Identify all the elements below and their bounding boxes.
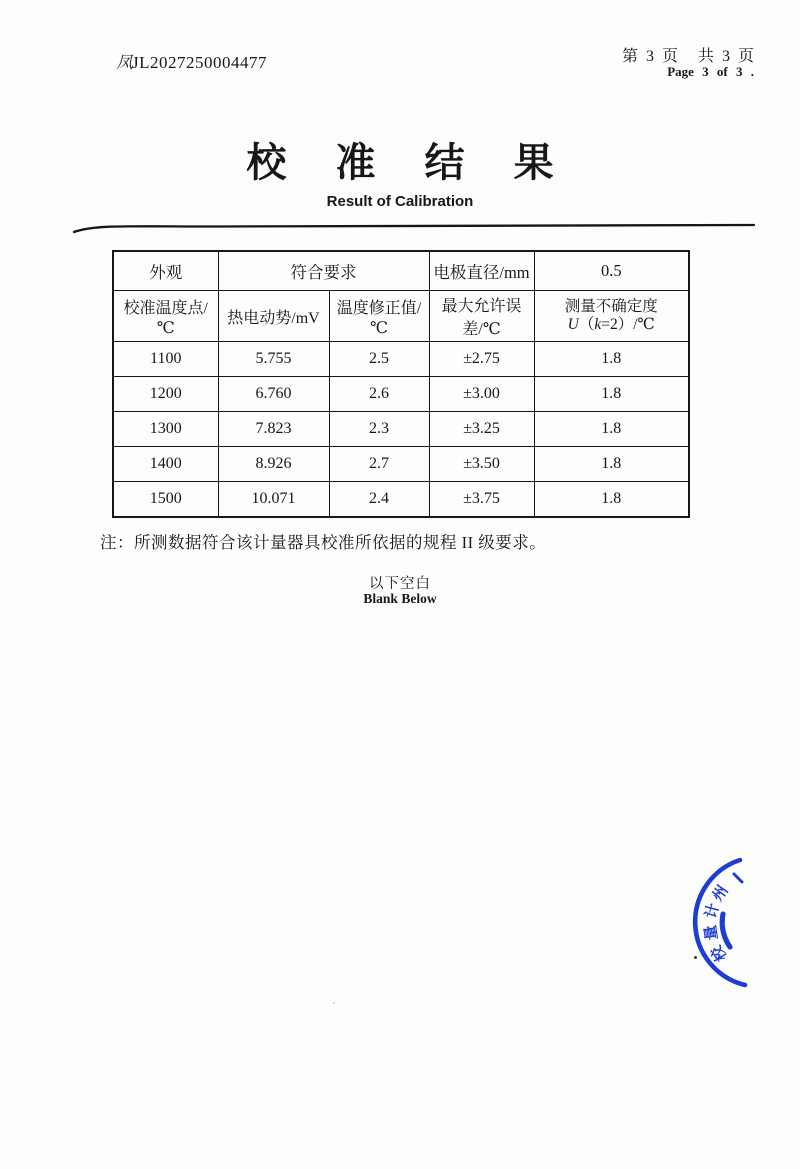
- electrode-diameter-label: 电极直径/mm: [429, 251, 534, 291]
- cell-uncertainty: 1.8: [534, 482, 689, 518]
- table-row: [113, 377, 689, 412]
- cell-temperature: 1200: [113, 377, 218, 412]
- title-divider-line: [70, 220, 760, 236]
- seal-char: 计: [702, 901, 723, 921]
- table-row: [113, 482, 689, 518]
- cell-max-error: ±2.75: [429, 342, 534, 377]
- cell-correction: 2.6: [329, 377, 429, 412]
- cell-correction: 2.5: [329, 342, 429, 377]
- col-header-uncertainty: 测量不确定度 U（k=2）/℃: [534, 291, 689, 342]
- page-title-en: Result of Calibration: [326, 193, 474, 210]
- scan-speck: [694, 956, 697, 959]
- cell-temperature: 1400: [113, 447, 218, 482]
- table-row: [113, 447, 689, 482]
- cell-emf: 7.823: [218, 412, 329, 447]
- cell-emf: 10.071: [218, 482, 329, 518]
- col-header-correction: 温度修正值/℃: [329, 291, 429, 342]
- cell-emf: 6.760: [218, 377, 329, 412]
- cell-emf: 5.755: [218, 342, 329, 377]
- official-seal-stamp: [690, 850, 800, 990]
- uncertainty-formula: U（k=2）/℃: [567, 316, 655, 333]
- col-header-temperature: 校准温度点/℃: [113, 291, 218, 342]
- seal-char: 量: [702, 924, 722, 942]
- appearance-value: 符合要求: [218, 251, 429, 291]
- table-row: [113, 412, 689, 447]
- cell-uncertainty: 1.8: [534, 377, 689, 412]
- page-title-cn: 校 准 结 果: [246, 141, 573, 185]
- table-header-row: [113, 291, 689, 342]
- cell-correction: 2.4: [329, 482, 429, 518]
- cell-correction: 2.7: [329, 447, 429, 482]
- certificate-number: [116, 48, 267, 73]
- cell-uncertainty: 1.8: [534, 412, 689, 447]
- cell-temperature: 1100: [113, 342, 218, 377]
- cell-uncertainty: 1.8: [534, 447, 689, 482]
- cell-correction: 2.3: [329, 412, 429, 447]
- certificate-number-value: JL2027250004477: [132, 53, 267, 72]
- seal-char: 州: [709, 882, 732, 905]
- cell-uncertainty: 1.8: [534, 342, 689, 377]
- col-header-emf: 热电动势/mV: [218, 291, 329, 342]
- note-text: 注：所测数据符合该计量器具校准所依据的规程 II 级要求。: [100, 533, 547, 552]
- cell-max-error: ±3.75: [429, 482, 534, 518]
- blank-below-cn: 以下空白: [369, 576, 431, 592]
- cell-max-error: ±3.25: [429, 412, 534, 447]
- seal-char: 校: [707, 942, 731, 965]
- page-indicator-en: Page 3 of 3 .: [667, 64, 754, 79]
- scan-speck: [333, 1002, 335, 1004]
- seal-inner-arc: [722, 914, 730, 947]
- cell-temperature: 1300: [113, 412, 218, 447]
- seal-partial-char-stroke: [734, 874, 742, 882]
- table-row: [113, 342, 689, 377]
- table-row: [113, 251, 689, 291]
- cell-temperature: 1500: [113, 482, 218, 518]
- page-indicator-cn: 第 3 页 共 3 页: [621, 48, 756, 65]
- electrode-diameter-value: 0.5: [534, 251, 689, 291]
- appearance-label: 外观: [113, 251, 218, 291]
- calibration-results-table: [112, 250, 690, 518]
- certificate-number-prefix: 凤: [116, 53, 132, 72]
- blank-below-en: Blank Below: [363, 591, 437, 606]
- cell-max-error: ±3.00: [429, 377, 534, 412]
- cell-emf: 8.926: [218, 447, 329, 482]
- cell-max-error: ±3.50: [429, 447, 534, 482]
- col-header-max-error: 最大允许误差/℃: [429, 291, 534, 342]
